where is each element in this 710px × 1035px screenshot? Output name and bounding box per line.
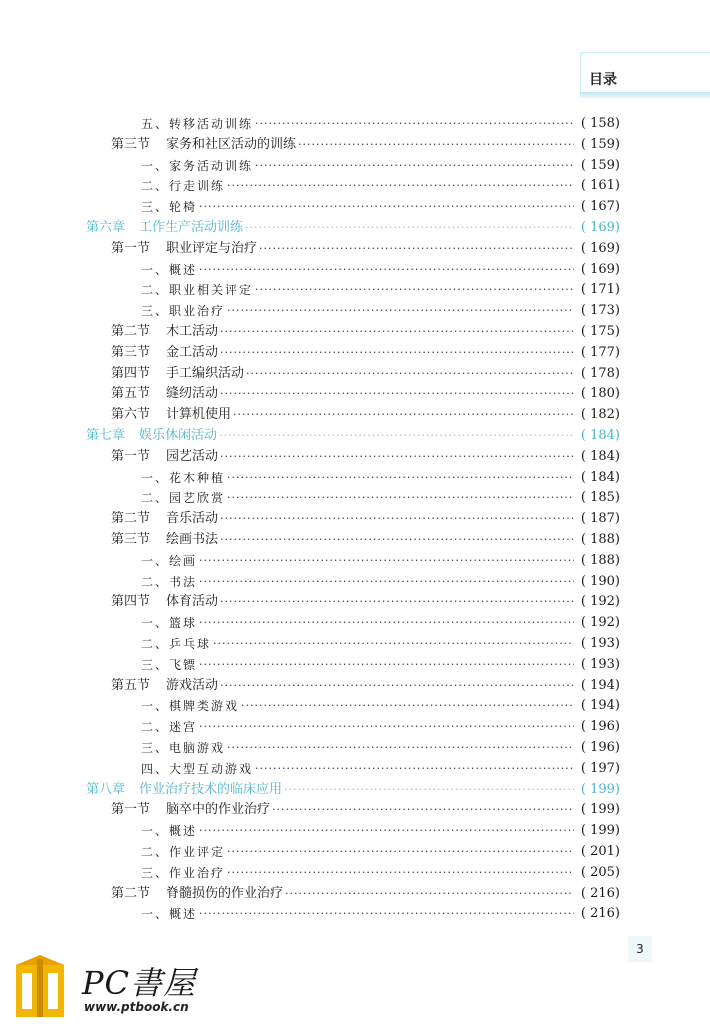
toc-section-entry[interactable] bbox=[0, 135, 620, 155]
toc-entry-title: 家务活动训练 bbox=[169, 158, 254, 173]
toc-dot-leader bbox=[227, 863, 574, 883]
toc-entry-title: 音乐活动 bbox=[166, 511, 219, 527]
toc-dot-leader bbox=[199, 821, 574, 841]
toc-entry-number: 第五节 bbox=[111, 677, 151, 693]
toc-dot-leader bbox=[219, 426, 574, 446]
toc-entry-number: 二、 bbox=[141, 637, 170, 651]
toc-entry-title: 作业治疗技术的临床应用 bbox=[139, 781, 283, 797]
toc-section-entry[interactable] bbox=[0, 509, 620, 529]
toc-entry-title: 园艺欣赏 bbox=[169, 491, 226, 506]
toc-section-entry[interactable] bbox=[0, 384, 620, 404]
toc-entry-title: 迷宫 bbox=[169, 720, 198, 735]
toc-item-entry[interactable] bbox=[0, 468, 620, 488]
toc-entry-page: ( 158) bbox=[580, 116, 620, 131]
toc-item-entry[interactable] bbox=[0, 863, 620, 883]
toc-entry-page: ( 205) bbox=[580, 864, 620, 880]
toc-dot-leader bbox=[227, 301, 574, 321]
toc-item-entry[interactable] bbox=[0, 301, 620, 321]
toc-dot-leader bbox=[259, 239, 574, 259]
logo-wordmark: PC書屋 bbox=[82, 964, 197, 1002]
toc-entry-number: 一、 bbox=[141, 158, 170, 173]
toc-entry-title: 职业相关评定 bbox=[169, 283, 254, 298]
toc-entry-title: 园艺活动 bbox=[166, 448, 219, 464]
toc-dot-leader bbox=[246, 364, 574, 384]
toc-section-entry[interactable] bbox=[0, 447, 620, 467]
toc-entry-title: 书法 bbox=[169, 574, 198, 589]
toc-entry-title: 游戏活动 bbox=[166, 677, 219, 693]
toc-dot-leader bbox=[227, 488, 574, 508]
toc-entry-title: 作业评定 bbox=[169, 845, 226, 859]
toc-dot-leader bbox=[199, 197, 574, 217]
toc-item-entry[interactable] bbox=[0, 488, 620, 508]
toc-dot-leader bbox=[285, 884, 574, 904]
toc-item-entry[interactable] bbox=[0, 280, 620, 300]
toc-entry-title: 乒乓球 bbox=[169, 637, 212, 651]
toc-entry-page: ( 175) bbox=[580, 324, 620, 339]
toc-dot-leader bbox=[199, 655, 574, 675]
toc-item-entry[interactable] bbox=[0, 114, 620, 134]
toc-entry-title: 概述 bbox=[169, 824, 198, 839]
page-number: 3 bbox=[628, 936, 652, 962]
toc-entry-page: ( 184) bbox=[580, 469, 620, 485]
toc-entry-number: 一、 bbox=[141, 616, 170, 631]
toc-entry-page: ( 194) bbox=[580, 698, 620, 714]
toc-entry-number: 第六章 bbox=[86, 220, 126, 235]
toc-entry-number: 一、 bbox=[141, 699, 170, 714]
toc-dot-leader bbox=[284, 780, 574, 800]
toc-entry-number: 第一节 bbox=[111, 802, 151, 818]
toc-entry-page: ( 199) bbox=[580, 781, 620, 797]
toc-entry-title: 篮球 bbox=[169, 616, 198, 631]
toc-entry-page: ( 173) bbox=[580, 303, 620, 319]
toc-entry-number: 一、 bbox=[141, 824, 170, 839]
toc-entry-title: 职业治疗 bbox=[169, 304, 226, 319]
logo-url: www.ptbook.cn bbox=[84, 1000, 189, 1014]
toc-item-entry[interactable] bbox=[0, 696, 620, 716]
toc-entry-title: 脊髓损伤的作业治疗 bbox=[166, 885, 284, 901]
toc-entry-number: 第五节 bbox=[111, 386, 151, 402]
toc-dot-leader bbox=[255, 280, 574, 300]
toc-entry-number: 二、 bbox=[141, 283, 170, 298]
toc-item-entry[interactable] bbox=[0, 655, 620, 675]
toc-section-entry[interactable] bbox=[0, 800, 620, 820]
toc-entry-page: ( 171) bbox=[580, 282, 620, 298]
toc-dot-leader bbox=[227, 176, 574, 196]
toc-entry-page: ( 185) bbox=[580, 490, 620, 506]
toc-entry-number: 第三节 bbox=[111, 136, 151, 152]
toc-item-entry[interactable] bbox=[0, 717, 620, 737]
toc-entry-page: ( 187) bbox=[580, 511, 620, 527]
toc-section-entry[interactable] bbox=[0, 239, 620, 259]
toc-entry-number: 第三节 bbox=[111, 344, 151, 360]
toc-item-entry[interactable] bbox=[0, 176, 620, 196]
toc-entry-number: 五、 bbox=[141, 117, 170, 131]
toc-item-entry[interactable] bbox=[0, 821, 620, 841]
toc-entry-page: ( 169) bbox=[580, 220, 620, 235]
toc-entry-page: ( 193) bbox=[580, 656, 620, 672]
toc-entry-number: 第六节 bbox=[111, 407, 151, 423]
toc-entry-number: 第一节 bbox=[111, 448, 151, 464]
toc-entry-number: 三、 bbox=[141, 200, 170, 215]
toc-entry-number: 第二节 bbox=[111, 511, 151, 527]
toc-entry-page: ( 159) bbox=[580, 157, 620, 173]
toc-dot-leader bbox=[199, 572, 574, 592]
toc-entry-number: 一、 bbox=[141, 907, 170, 922]
toc-entry-page: ( 192) bbox=[580, 615, 620, 631]
toc-section-entry[interactable] bbox=[0, 405, 620, 425]
toc-dot-leader bbox=[220, 509, 574, 529]
toc-dot-leader bbox=[233, 405, 574, 425]
toc-entry-number: 第二节 bbox=[111, 324, 151, 339]
toc-section-entry[interactable] bbox=[0, 364, 620, 384]
toc-entry-page: ( 201) bbox=[580, 844, 620, 859]
toc-item-entry[interactable] bbox=[0, 759, 620, 779]
toc-dot-leader bbox=[227, 468, 574, 488]
toc-dot-leader bbox=[220, 530, 574, 550]
toc-entry-number: 第八章 bbox=[86, 781, 126, 797]
toc-entry-number: 第四节 bbox=[111, 365, 151, 381]
toc-dot-leader bbox=[213, 634, 574, 654]
toc-entry-title: 工作生产活动训练 bbox=[139, 220, 244, 235]
toc-entry-number: 一、 bbox=[141, 470, 170, 485]
toc-entry-page: ( 184) bbox=[580, 448, 620, 464]
toc-dot-leader bbox=[255, 114, 574, 134]
toc-entry-title: 概述 bbox=[169, 262, 198, 277]
toc-entry-page: ( 196) bbox=[580, 740, 620, 755]
toc-section-entry[interactable] bbox=[0, 592, 620, 612]
toc-entry-page: ( 192) bbox=[580, 594, 620, 610]
toc-section-entry[interactable] bbox=[0, 343, 620, 363]
toc-item-entry[interactable] bbox=[0, 197, 620, 217]
toc-entry-number: 二、 bbox=[141, 845, 170, 859]
toc-entry-title: 概述 bbox=[169, 907, 198, 922]
toc-entry-title: 棋牌类游戏 bbox=[169, 699, 240, 714]
toc-chapter-entry[interactable] bbox=[0, 218, 620, 238]
toc-dot-leader bbox=[272, 800, 574, 820]
toc-entry-title: 花木种植 bbox=[169, 470, 226, 485]
toc-item-entry[interactable] bbox=[0, 842, 620, 862]
toc-entry-title: 飞镖 bbox=[169, 657, 198, 672]
toc-entry-title: 计算机使用 bbox=[166, 407, 232, 423]
toc-entry-page: ( 177) bbox=[580, 344, 620, 360]
toc-entry-title: 娱乐休闲活动 bbox=[139, 428, 218, 443]
page-header-title: 目录 bbox=[589, 72, 617, 88]
toc-entry-page: ( 199) bbox=[580, 802, 620, 818]
toc-entry-page: ( 178) bbox=[580, 365, 620, 381]
toc-dot-leader bbox=[220, 592, 574, 612]
toc-entry-number: 三、 bbox=[141, 865, 170, 880]
toc-dot-leader bbox=[220, 343, 574, 363]
toc-entry-page: ( 169) bbox=[580, 261, 620, 277]
toc-entry-title: 缝纫活动 bbox=[166, 386, 219, 402]
toc-entry-page: ( 167) bbox=[580, 199, 620, 215]
toc-entry-page: ( 216) bbox=[580, 906, 620, 922]
toc-entry-number: 第四节 bbox=[111, 594, 151, 610]
toc-entry-title: 轮椅 bbox=[169, 200, 198, 215]
toc-entry-title: 行走训练 bbox=[169, 179, 226, 194]
toc-entry-page: ( 184) bbox=[580, 428, 620, 443]
toc-section-entry[interactable] bbox=[0, 322, 620, 342]
toc-entry-page: ( 196) bbox=[580, 719, 620, 735]
toc-entry-title: 金工活动 bbox=[166, 344, 219, 360]
toc-entry-number: 第一节 bbox=[111, 240, 151, 256]
toc-entry-title: 大型互动游戏 bbox=[169, 761, 254, 776]
toc-section-entry[interactable] bbox=[0, 676, 620, 696]
toc-entry-title: 脑卒中的作业治疗 bbox=[166, 802, 271, 818]
toc-entry-page: ( 190) bbox=[580, 573, 620, 589]
toc-dot-leader bbox=[227, 842, 574, 862]
toc-entry-number: 一、 bbox=[141, 553, 170, 568]
toc-item-entry[interactable] bbox=[0, 156, 620, 176]
toc-entry-page: ( 169) bbox=[580, 240, 620, 256]
toc-entry-number: 三、 bbox=[141, 657, 170, 672]
toc-dot-leader bbox=[245, 218, 574, 238]
toc-entry-title: 手工编织活动 bbox=[166, 365, 245, 381]
toc-item-entry[interactable] bbox=[0, 634, 620, 654]
toc-entry-title: 转移活动训练 bbox=[169, 117, 254, 131]
toc-entry-number: 第三节 bbox=[111, 532, 151, 547]
toc-dot-leader bbox=[227, 738, 574, 758]
toc-dot-leader bbox=[220, 676, 574, 696]
toc-dot-leader bbox=[255, 156, 574, 176]
toc-dot-leader bbox=[255, 759, 574, 779]
toc-section-entry[interactable] bbox=[0, 530, 620, 550]
toc-dot-leader bbox=[220, 447, 574, 467]
toc-dot-leader bbox=[220, 384, 574, 404]
toc-entry-title: 家务和社区活动的训练 bbox=[166, 136, 297, 152]
toc-entry-page: ( 193) bbox=[580, 636, 620, 651]
toc-entry-number: 三、 bbox=[141, 741, 170, 755]
toc-item-entry[interactable] bbox=[0, 260, 620, 280]
toc-entry-page: ( 182) bbox=[580, 407, 620, 423]
toc-entry-number: 第二节 bbox=[111, 885, 151, 901]
toc-dot-leader bbox=[199, 717, 574, 737]
toc-entry-title: 绘画 bbox=[169, 553, 198, 568]
toc-item-entry[interactable] bbox=[0, 551, 620, 571]
toc-entry-page: ( 180) bbox=[580, 386, 620, 402]
toc-entry-number: 四、 bbox=[141, 761, 170, 776]
toc-section-entry[interactable] bbox=[0, 884, 620, 904]
toc-entry-page: ( 194) bbox=[580, 677, 620, 693]
toc-dot-leader bbox=[199, 613, 574, 633]
toc-entry-title: 职业评定与治疗 bbox=[166, 240, 258, 256]
toc-entry-page: ( 216) bbox=[580, 885, 620, 901]
toc-entry-page: ( 188) bbox=[580, 552, 620, 568]
toc-entry-number: 二、 bbox=[141, 720, 170, 735]
toc-item-entry[interactable] bbox=[0, 904, 620, 924]
toc-item-entry[interactable] bbox=[0, 613, 620, 633]
toc-entry-title: 作业治疗 bbox=[169, 865, 226, 880]
toc-entry-page: ( 197) bbox=[580, 760, 620, 776]
toc-entry-title: 绘画书法 bbox=[166, 532, 219, 547]
toc-dot-leader bbox=[298, 135, 574, 155]
toc-entry-number: 二、 bbox=[141, 491, 170, 506]
toc-entry-number: 第七章 bbox=[86, 428, 126, 443]
toc-item-entry[interactable] bbox=[0, 738, 620, 758]
toc-entry-title: 木工活动 bbox=[166, 324, 219, 339]
toc-entry-number: 二、 bbox=[141, 179, 170, 194]
header-rule bbox=[580, 92, 710, 98]
toc-entry-number: 一、 bbox=[141, 262, 170, 277]
toc-chapter-entry[interactable] bbox=[0, 780, 620, 800]
toc-dot-leader bbox=[199, 904, 574, 924]
toc-dot-leader bbox=[220, 322, 574, 342]
toc-item-entry[interactable] bbox=[0, 572, 620, 592]
toc-chapter-entry[interactable] bbox=[0, 426, 620, 446]
toc-entry-page: ( 199) bbox=[580, 823, 620, 839]
toc-entry-page: ( 188) bbox=[580, 532, 620, 547]
toc-dot-leader bbox=[199, 260, 574, 280]
toc-entry-number: 三、 bbox=[141, 304, 170, 319]
toc-dot-leader bbox=[199, 551, 574, 571]
toc-entry-title: 电脑游戏 bbox=[169, 741, 226, 755]
toc-dot-leader bbox=[241, 696, 574, 716]
toc-entry-number: 二、 bbox=[141, 574, 170, 589]
toc-entry-page: ( 161) bbox=[580, 178, 620, 194]
toc-entry-page: ( 159) bbox=[580, 136, 620, 152]
toc-entry-title: 体育活动 bbox=[166, 594, 219, 610]
